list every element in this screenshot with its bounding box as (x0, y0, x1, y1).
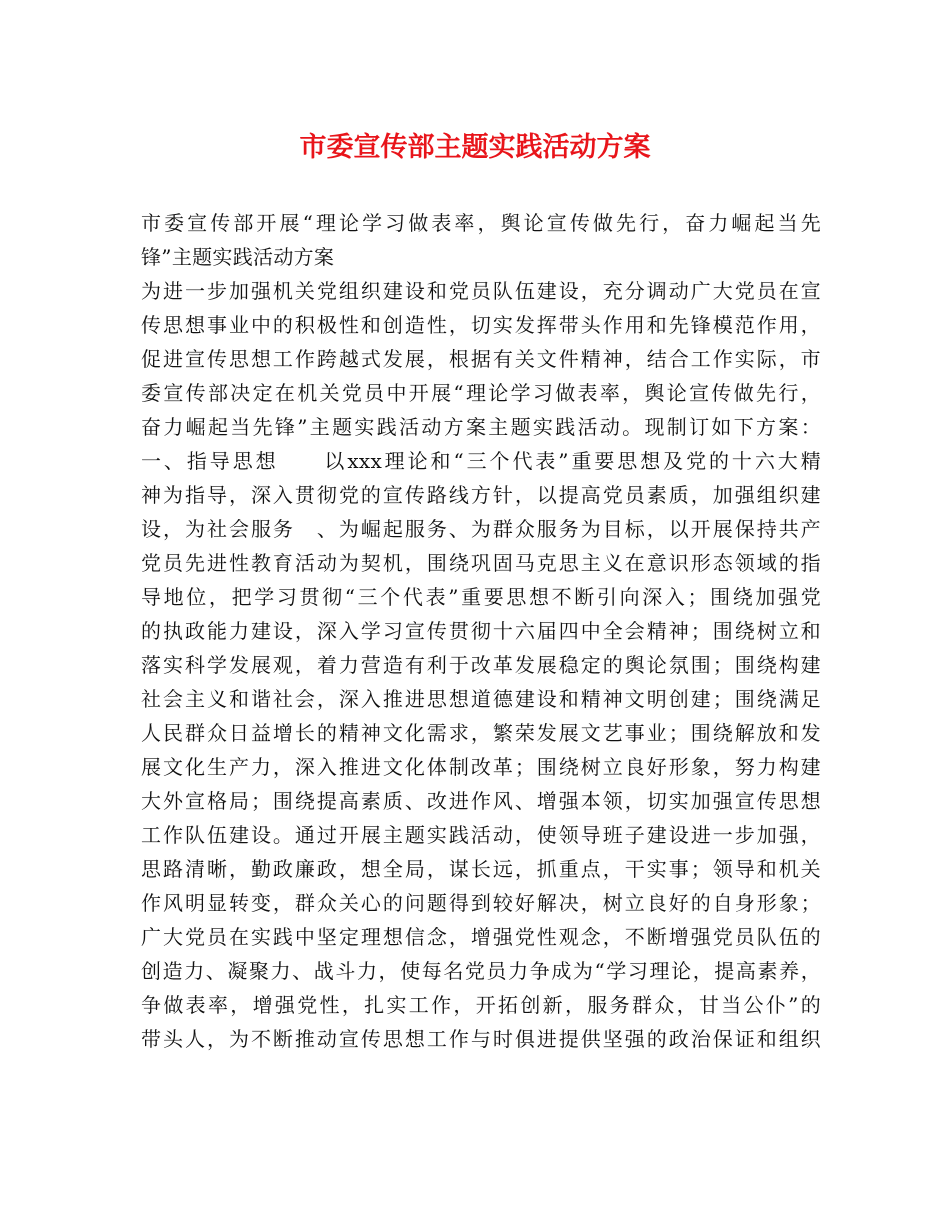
body-line-25: 带头人，为不断推动宣传思想工作与时俱进提供坚强的政治保证和组织 (141, 1027, 821, 1051)
body-line-21: 作风明显转变，群众关心的问题得到较好解决，树立良好的自身形象； (141, 891, 821, 915)
body-line-17: 展文化生产力，深入推进文化体制改革；围绕树立良好形象，努力构建 (141, 755, 821, 779)
body-line-6: 委宣传部决定在机关党员中开展“理论学习做表率，舆论宣传做先行， (141, 381, 821, 405)
body-line-24: 争做表率，增强党性，扎实工作，开拓创新，服务群众，甘当公仆”的 (141, 993, 821, 1017)
body-line-19: 工作队伍建设。通过开展主题实践活动，使领导班子建设进一步加强， (141, 823, 821, 847)
body-line-12: 导地位，把学习贯彻“三个代表”重要思想不断引向深入；围绕加强党 (141, 585, 821, 609)
body-line-7: 奋力崛起当先锋”主题实践活动方案主题实践活动。现制订如下方案： (141, 415, 821, 439)
body-line-1: 市委宣传部开展“理论学习做表率，舆论宣传做先行，奋力崛起当先 (141, 211, 821, 235)
document-body (141, 206, 821, 1056)
document-title: 市委宣传部主题实践活动方案 (299, 132, 651, 163)
body-line-2: 锋”主题实践活动方案 (141, 245, 335, 269)
body-line-3: 为进一步加强机关党组织建设和党员队伍建设，充分调动广大党员在宣 (141, 279, 821, 303)
body-line-16: 人民群众日益增长的精神文化需求，繁荣发展文艺事业；围绕解放和发 (141, 721, 821, 745)
body-line-18: 大外宣格局；围绕提高素质、改进作风、增强本领，切实加强宣传思想 (141, 789, 821, 813)
body-line-14: 落实科学发展观，着力营造有利于改革发展稳定的舆论氛围；围绕构建 (141, 653, 821, 677)
body-line-11: 党员先进性教育活动为契机，围绕巩固马克思主义在意识形态领域的指 (141, 551, 821, 575)
body-line-15: 社会主义和谐社会，深入推进思想道德建设和精神文明创建；围绕满足 (141, 687, 821, 711)
body-line-22: 广大党员在实践中坚定理想信念，增强党性观念，不断增强党员队伍的 (141, 925, 821, 949)
body-line-5: 促进宣传思想工作跨越式发展，根据有关文件精神，结合工作实际，市 (141, 347, 821, 371)
body-line-23: 创造力、凝聚力、战斗力，使每名党员力争成为“学习理论，提高素养， (141, 959, 821, 983)
body-line-4: 传思想事业中的积极性和创造性，切实发挥带头作用和先锋模范作用， (141, 313, 821, 337)
body-line-9: 神为指导，深入贯彻党的宣传路线方针，以提高党员素质，加强组织建 (141, 483, 821, 507)
body-line-10: 设，为社会服务 、为崛起服务、为群众服务为目标，以开展保持共产 (141, 517, 821, 541)
body-line-8: 一、指导思想 以xxx理论和“三个代表”重要思想及党的十六大精 (141, 449, 821, 473)
body-line-13: 的执政能力建设，深入学习宣传贯彻十六届四中全会精神；围绕树立和 (141, 619, 821, 643)
body-line-20: 思路清晰，勤政廉政，想全局，谋长远，抓重点，干实事；领导和机关 (141, 857, 821, 881)
